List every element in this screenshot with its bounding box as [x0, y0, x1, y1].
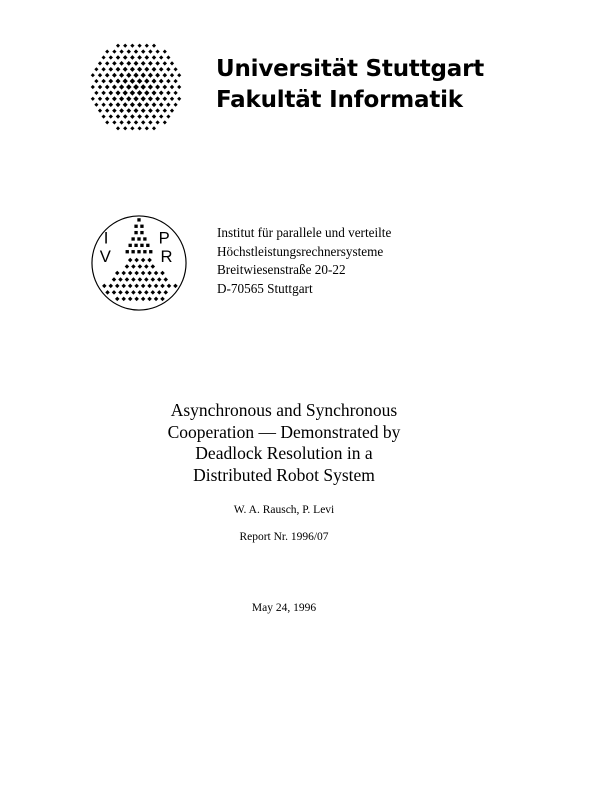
university-header [216, 54, 484, 116]
logo-dot [134, 225, 137, 228]
logo-dot [116, 44, 120, 48]
logo-dot [101, 103, 105, 107]
logo-dot [134, 297, 139, 302]
logo-dot [141, 73, 146, 78]
logo-dot [137, 67, 142, 72]
logo-dot [116, 67, 121, 72]
logo-dot [108, 79, 113, 84]
logo-dot [130, 44, 134, 48]
logo-dot [166, 114, 170, 118]
logo-dot [151, 79, 156, 84]
logo-dot [141, 297, 146, 302]
logo-dot [130, 90, 136, 96]
logo-dot [148, 61, 153, 66]
logo-dot [148, 84, 153, 89]
faculty-name: Fakultät Informatik [216, 87, 463, 113]
logo-dot [128, 271, 133, 276]
logo-dot [173, 284, 178, 289]
logo-dot [159, 67, 164, 72]
logo-dot [144, 78, 149, 83]
logo-dot [159, 55, 163, 59]
logo-dot [101, 79, 106, 84]
logo-dot [162, 97, 167, 102]
logo-dot [138, 264, 143, 269]
logo-dot [152, 44, 156, 48]
logo-dot [147, 297, 152, 302]
authors: W. A. Rausch, P. Levi [233, 504, 335, 516]
logo-dot [155, 120, 159, 124]
logo-dot [128, 258, 133, 263]
logo-dot [91, 85, 95, 89]
logo-dot [112, 96, 117, 101]
institute-line: Institut für parallele und verteilte [217, 225, 392, 240]
logo-dot [138, 277, 143, 282]
logo-dot [144, 264, 149, 269]
logo-dot [119, 84, 124, 89]
logo-dot [170, 61, 174, 65]
logo-dot [145, 126, 149, 130]
logo-dot [154, 271, 159, 276]
logo-dot [105, 50, 109, 54]
logo-dot [149, 250, 152, 253]
logo-dot [137, 237, 140, 240]
logo-dot [105, 120, 109, 124]
logo-dot [118, 290, 123, 295]
logo-dot [162, 85, 167, 90]
logo-dot [105, 97, 110, 102]
logo-dot [123, 126, 127, 130]
logo-dot [119, 73, 124, 78]
logo-dot [140, 244, 143, 247]
logo-dot [134, 120, 138, 124]
logo-dot [112, 73, 117, 78]
logo-dot [129, 244, 132, 247]
address-street: Breitwiesenstraße 20-22 [217, 262, 346, 278]
logo-dot [119, 61, 124, 66]
logo-dot [147, 271, 152, 276]
logo-letter-r: R [160, 247, 173, 267]
title-line: Distributed Robot System [193, 464, 375, 485]
logo-dot [131, 237, 134, 240]
logo-dot [148, 73, 153, 78]
logo-dot [116, 102, 121, 107]
logo-dot [174, 67, 178, 71]
logo-dot [155, 85, 160, 90]
logo-dot [98, 73, 102, 77]
logo-dot [141, 108, 146, 113]
logo-dot [152, 114, 156, 118]
logo-dot [121, 271, 126, 276]
logo-dot [134, 49, 138, 53]
logo-dot [159, 102, 164, 107]
logo-dot [170, 73, 174, 77]
logo-dot [105, 108, 109, 112]
logo-dot [159, 79, 164, 84]
logo-dot [130, 102, 135, 107]
logo-dot [127, 49, 131, 53]
logo-dot [94, 103, 98, 107]
logo-dot [163, 61, 167, 65]
logo-dot [112, 120, 116, 124]
logo-dot [127, 120, 131, 124]
title-line: Deadlock Resolution in a [195, 443, 373, 463]
logo-dot [137, 44, 141, 48]
logo-dot [101, 91, 106, 96]
logo-dot [141, 96, 146, 101]
logo-dot [134, 258, 139, 263]
logo-dot [177, 73, 181, 77]
logo-dot [125, 290, 130, 295]
logo-dot [148, 49, 152, 53]
logo-dot [137, 102, 142, 107]
logo-dot [123, 102, 128, 107]
logo-dot [134, 231, 137, 234]
report-title [140, 400, 428, 486]
logo-dot [112, 85, 117, 90]
logo-dot [137, 218, 140, 221]
logo-dot [94, 91, 98, 95]
logo-dot [143, 250, 146, 253]
logo-dot [134, 108, 139, 113]
institute-line: Höchstleistungsrechnersysteme [217, 243, 384, 259]
logo-dot [128, 284, 133, 289]
logo-dot [137, 90, 143, 96]
logo-dot [130, 55, 135, 60]
logo-dot [116, 114, 120, 118]
logo-dot [115, 271, 120, 276]
logo-dot [155, 49, 159, 53]
logo-dot [152, 126, 156, 130]
logo-dot [126, 61, 131, 66]
logo-dot [144, 290, 149, 295]
logo-dot [112, 277, 117, 282]
logo-dot [170, 109, 174, 113]
logo-dot [166, 103, 170, 107]
logo-dot [131, 250, 134, 253]
logo-dot [148, 108, 153, 113]
logo-dot [125, 277, 130, 282]
logo-dot [137, 114, 142, 119]
logo-dot [131, 290, 136, 295]
logo-dot [174, 103, 178, 107]
logo-dot [152, 67, 157, 72]
logo-dot [144, 90, 149, 95]
logo-dot [155, 61, 160, 66]
logo-dot [166, 55, 170, 59]
logo-dot [105, 85, 110, 90]
logo-dot [160, 284, 165, 289]
logo-dot [94, 67, 98, 71]
logo-dot [164, 277, 169, 282]
logo-dot [151, 277, 156, 282]
logo-letter-i: I [103, 228, 109, 248]
logo-dot [163, 50, 167, 54]
logo-dot [159, 90, 164, 95]
logo-dot [108, 67, 113, 72]
logo-dot [112, 108, 117, 113]
logo-dot [119, 49, 123, 53]
logo-dot [116, 126, 120, 130]
logo-dot [148, 120, 152, 124]
logo-dot [134, 244, 137, 247]
logo-dot [98, 109, 102, 113]
logo-dot [128, 297, 133, 302]
logo-dot [112, 49, 116, 53]
logo-dot [101, 67, 105, 71]
logo-dot [115, 284, 120, 289]
logo-dot [145, 55, 150, 60]
logo-dot [119, 120, 123, 124]
logo-dot [108, 102, 113, 107]
logo-dot [162, 73, 167, 78]
logo-dot [141, 271, 146, 276]
logo-dot [102, 284, 107, 289]
logo-dot [130, 78, 136, 84]
logo-dot [134, 271, 139, 276]
logo-dot [177, 85, 181, 89]
logo-dot [166, 91, 171, 96]
logo-dot [151, 264, 156, 269]
logo-dot [116, 55, 120, 59]
logo-dot [148, 96, 153, 101]
logo-dot [152, 55, 156, 59]
logo-dot [157, 277, 162, 282]
logo-dot [154, 297, 159, 302]
logo-dot [157, 290, 162, 295]
logo-dot [123, 78, 128, 83]
logo-dot [134, 61, 139, 66]
logo-dot [91, 73, 95, 77]
logo-dot [105, 290, 110, 295]
logo-dot [133, 73, 138, 78]
logo-dot [137, 78, 143, 84]
logo-dot [163, 108, 167, 112]
logo-dot [98, 85, 102, 89]
logo-dot [146, 244, 149, 247]
logo-dot [112, 61, 117, 66]
logo-dot [119, 108, 124, 113]
logo-dot [151, 290, 156, 295]
logo-dot [115, 297, 120, 302]
logo-dot [121, 297, 126, 302]
logo-dot [130, 126, 134, 130]
logo-dot [115, 90, 120, 95]
logo-letter-v: V [99, 247, 111, 267]
logo-dot [126, 84, 132, 90]
logo-dot [126, 108, 131, 113]
logo-dot [119, 96, 124, 101]
logo-dot [141, 258, 146, 263]
logo-dot [118, 277, 123, 282]
logo-dot [151, 90, 156, 95]
logo-dot [137, 250, 140, 253]
institute-address [217, 224, 391, 298]
logo-dot [166, 67, 170, 71]
logo-dot [141, 120, 145, 124]
logo-dot [147, 258, 152, 263]
logo-dot [177, 97, 181, 101]
logo-dot [144, 277, 149, 282]
logo-dot [91, 97, 95, 101]
logo-dot [152, 102, 157, 107]
university-logo-icon [86, 37, 186, 137]
logo-dot [123, 44, 127, 48]
logo-dot [144, 67, 149, 72]
logo-dot [144, 102, 149, 107]
logo-dot [130, 114, 135, 119]
logo-dot [98, 61, 102, 65]
logo-dot [131, 277, 136, 282]
logo-dot [123, 55, 128, 60]
report-number: Report Nr. 1996/07 [239, 531, 329, 543]
logo-dot [133, 84, 139, 90]
logo-dot [140, 84, 146, 90]
logo-dot [145, 114, 150, 119]
logo-dot [123, 67, 128, 72]
logo-dot [147, 284, 152, 289]
ipvr-logo-icon [90, 214, 188, 312]
logo-dot [105, 73, 110, 78]
logo-dot [109, 284, 114, 289]
logo-dot [105, 61, 109, 65]
logo-dot [140, 225, 143, 228]
logo-dot [98, 97, 102, 101]
logo-dot [164, 290, 169, 295]
report-date: May 24, 1996 [251, 602, 317, 614]
logo-letter-p: P [158, 228, 170, 248]
logo-dot [121, 284, 126, 289]
logo-dot [141, 61, 146, 66]
logo-dot [123, 90, 128, 95]
logo-dot [173, 91, 177, 95]
logo-dot [126, 73, 131, 78]
logo-dot [141, 284, 146, 289]
logo-dot [160, 271, 165, 276]
title-line: Cooperation — Demonstrated by [167, 421, 401, 442]
logo-dot [173, 79, 177, 83]
logo-dot [102, 55, 106, 59]
logo-dot [112, 290, 117, 295]
logo-dot [155, 96, 160, 101]
logo-dot [159, 114, 163, 118]
logo-dot [108, 90, 113, 95]
title-line: Asynchronous and Synchronous [170, 400, 398, 420]
logo-dot [170, 97, 174, 101]
logo-dot [102, 114, 106, 118]
logo-dot [123, 114, 128, 119]
logo-dot [94, 79, 98, 83]
logo-dot [137, 126, 141, 130]
university-name: Universität Stuttgart [216, 56, 485, 82]
logo-dot [143, 237, 146, 240]
logo-dot [140, 231, 143, 234]
logo-dot [170, 85, 174, 89]
logo-dot [167, 284, 172, 289]
logo-dot [133, 96, 138, 101]
logo-dot [115, 79, 120, 84]
logo-dot [131, 264, 136, 269]
logo-dot [134, 284, 139, 289]
logo-dot [145, 44, 149, 48]
logo-dot [166, 79, 171, 84]
logo-dot [126, 250, 129, 253]
logo-dot [126, 96, 131, 101]
logo-dot [138, 290, 143, 295]
address-city: D-70565 Stuttgart [217, 280, 313, 296]
logo-dot [109, 55, 113, 59]
logo-dot [163, 120, 167, 124]
logo-dot [141, 49, 145, 53]
logo-dot [154, 284, 159, 289]
logo-dot [160, 297, 165, 302]
logo-dot [109, 114, 113, 118]
logo-dot [130, 67, 135, 72]
logo-dot [155, 73, 160, 78]
logo-dot [155, 108, 160, 113]
logo-dot [137, 55, 142, 60]
logo-dot [125, 264, 130, 269]
